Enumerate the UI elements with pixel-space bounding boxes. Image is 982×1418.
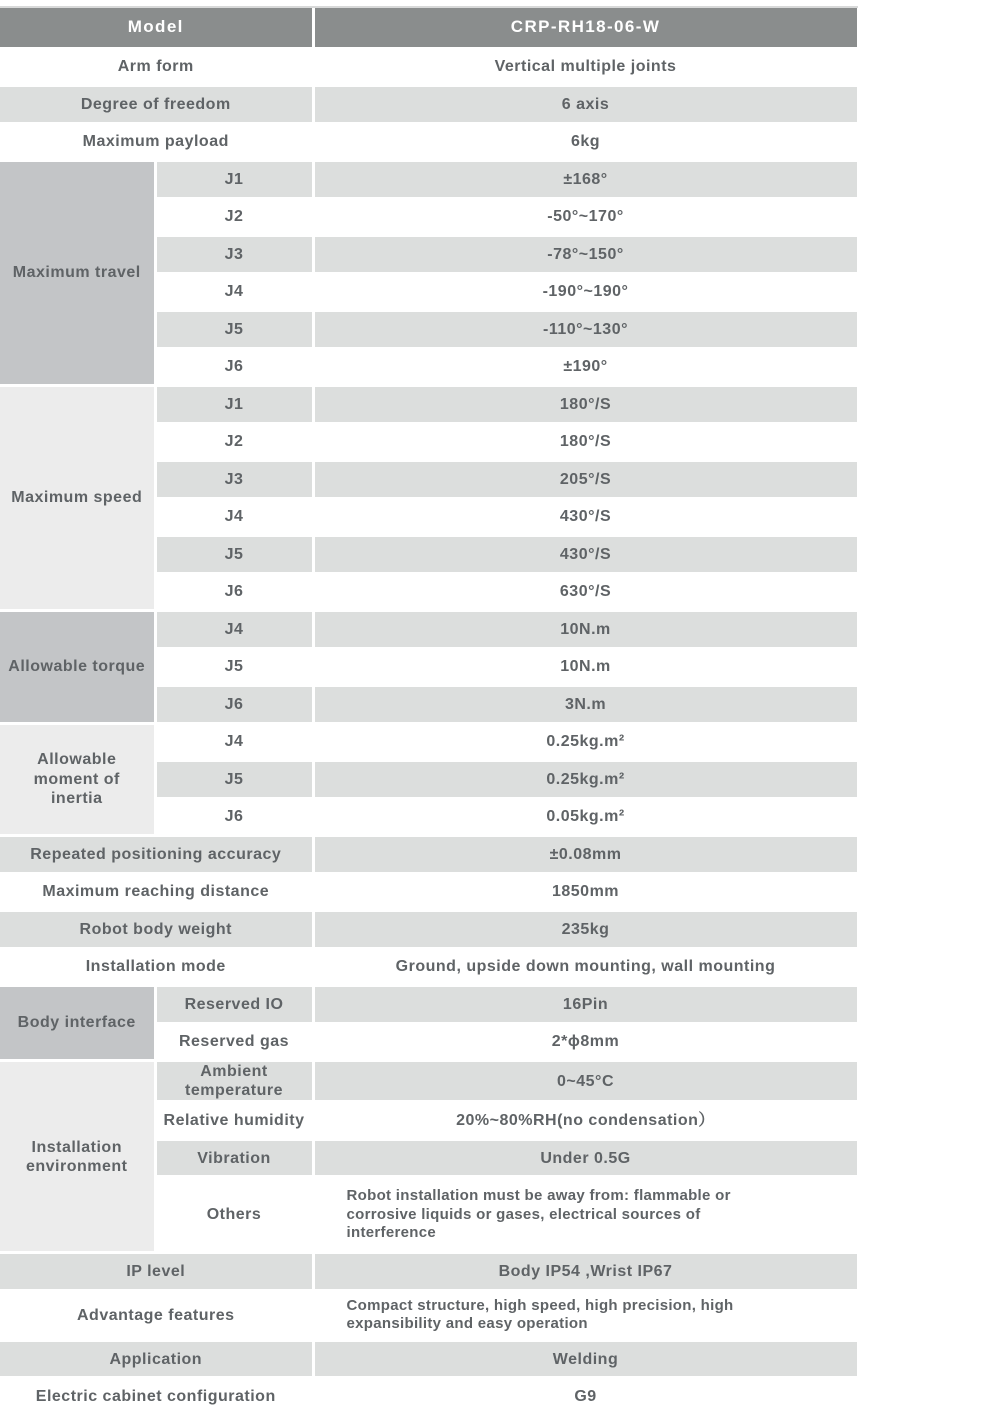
vibration-label: Vibration bbox=[155, 1139, 313, 1177]
others-label: Others bbox=[155, 1177, 313, 1253]
travel-j1-value: ±168° bbox=[313, 161, 858, 199]
travel-j2-label: J2 bbox=[155, 198, 313, 236]
body-weight-value: 235kg bbox=[313, 911, 858, 949]
body-weight-label: Robot body weight bbox=[0, 911, 313, 949]
application-label: Application bbox=[0, 1340, 313, 1378]
torque-j4-value: 10N.m bbox=[313, 611, 858, 649]
model-label: Model bbox=[0, 8, 313, 48]
travel-j5-label: J5 bbox=[155, 311, 313, 349]
advantage-features-label: Advantage features bbox=[0, 1290, 313, 1340]
travel-j3-label: J3 bbox=[155, 236, 313, 274]
speed-j2-label: J2 bbox=[155, 423, 313, 461]
row-maximum-payload bbox=[0, 123, 858, 161]
reserved-gas-value: 2*ϕ8mm bbox=[313, 1023, 858, 1061]
speed-j3-value: 205°/S bbox=[313, 461, 858, 499]
inertia-j5-label: J5 bbox=[155, 761, 313, 799]
installation-environment-title: Installation environment bbox=[0, 1061, 155, 1253]
electric-cabinet-value: G9 bbox=[313, 1378, 858, 1416]
reaching-distance-label: Maximum reaching distance bbox=[0, 873, 313, 911]
row-ambient-temperature bbox=[0, 1061, 858, 1102]
torque-j6-label: J6 bbox=[155, 686, 313, 724]
speed-j4-label: J4 bbox=[155, 498, 313, 536]
model-value: CRP-RH18-06-W bbox=[313, 8, 858, 48]
others-value: Robot installation must be away from: flammable or corrosive liquids or gases, electrical sources of interference bbox=[313, 1177, 858, 1253]
row-speed-j1 bbox=[0, 386, 858, 424]
inertia-j4-label: J4 bbox=[155, 723, 313, 761]
row-degree-of-freedom bbox=[0, 86, 858, 124]
inertia-j6-value: 0.05kg.m² bbox=[313, 798, 858, 836]
row-repeat-accuracy bbox=[0, 836, 858, 874]
header-row bbox=[0, 8, 858, 48]
reserved-gas-label: Reserved gas bbox=[155, 1023, 313, 1061]
row-installation-mode bbox=[0, 948, 858, 986]
row-travel-j1 bbox=[0, 161, 858, 199]
row-reserved-io bbox=[0, 986, 858, 1024]
reaching-distance-value: 1850mm bbox=[313, 873, 858, 911]
application-value: Welding bbox=[313, 1340, 858, 1378]
speed-j6-value: 630°/S bbox=[313, 573, 858, 611]
speed-j3-label: J3 bbox=[155, 461, 313, 499]
repeat-accuracy-value: ±0.08mm bbox=[313, 836, 858, 874]
allowable-inertia-title: Allowable moment of inertia bbox=[0, 723, 155, 836]
row-body-weight bbox=[0, 911, 858, 949]
row-advantage-features bbox=[0, 1290, 858, 1340]
allowable-torque-title: Allowable torque bbox=[0, 611, 155, 724]
row-application bbox=[0, 1340, 858, 1378]
speed-j1-label: J1 bbox=[155, 386, 313, 424]
travel-j2-value: -50°~170° bbox=[313, 198, 858, 236]
reserved-io-label: Reserved IO bbox=[155, 986, 313, 1024]
ambient-temperature-value: 0~45°C bbox=[313, 1061, 858, 1102]
degree-of-freedom-value: 6 axis bbox=[313, 86, 858, 124]
maximum-payload-value: 6kg bbox=[313, 123, 858, 161]
ip-level-value: Body IP54 ,Wrist IP67 bbox=[313, 1253, 858, 1291]
arm-form-label: Arm form bbox=[0, 48, 313, 86]
speed-j4-value: 430°/S bbox=[313, 498, 858, 536]
travel-j5-value: -110°~130° bbox=[313, 311, 858, 349]
installation-mode-value: Ground, upside down mounting, wall mounting bbox=[313, 948, 858, 986]
electric-cabinet-label: Electric cabinet configuration bbox=[0, 1378, 313, 1416]
speed-j6-label: J6 bbox=[155, 573, 313, 611]
travel-j4-label: J4 bbox=[155, 273, 313, 311]
maximum-payload-label: Maximum payload bbox=[0, 123, 313, 161]
ambient-temperature-label: Ambient temperature bbox=[155, 1061, 313, 1102]
row-electric-cabinet bbox=[0, 1378, 858, 1416]
inertia-j5-value: 0.25kg.m² bbox=[313, 761, 858, 799]
relative-humidity-label: Relative humidity bbox=[155, 1102, 313, 1140]
torque-j4-label: J4 bbox=[155, 611, 313, 649]
installation-mode-label: Installation mode bbox=[0, 948, 313, 986]
row-reaching-distance bbox=[0, 873, 858, 911]
row-inertia-j4 bbox=[0, 723, 858, 761]
degree-of-freedom-label: Degree of freedom bbox=[0, 86, 313, 124]
advantage-features-value: Compact structure, high speed, high precision, high expansibility and easy operation bbox=[313, 1290, 858, 1340]
speed-j2-value: 180°/S bbox=[313, 423, 858, 461]
travel-j6-value: ±190° bbox=[313, 348, 858, 386]
travel-j4-value: -190°~190° bbox=[313, 273, 858, 311]
speed-j1-value: 180°/S bbox=[313, 386, 858, 424]
vibration-value: Under 0.5G bbox=[313, 1139, 858, 1177]
speed-j5-label: J5 bbox=[155, 536, 313, 574]
inertia-j4-value: 0.25kg.m² bbox=[313, 723, 858, 761]
relative-humidity-value: 20%~80%RH(no condensation） bbox=[313, 1102, 858, 1140]
repeat-accuracy-label: Repeated positioning accuracy bbox=[0, 836, 313, 874]
speed-j5-value: 430°/S bbox=[313, 536, 858, 574]
arm-form-value: Vertical multiple joints bbox=[313, 48, 858, 86]
inertia-j6-label: J6 bbox=[155, 798, 313, 836]
travel-j3-value: -78°~150° bbox=[313, 236, 858, 274]
row-ip-level bbox=[0, 1253, 858, 1291]
torque-j5-label: J5 bbox=[155, 648, 313, 686]
torque-j6-value: 3N.m bbox=[313, 686, 858, 724]
travel-j6-label: J6 bbox=[155, 348, 313, 386]
travel-j1-label: J1 bbox=[155, 161, 313, 199]
robot-spec-table bbox=[0, 8, 860, 1417]
ip-level-label: IP level bbox=[0, 1253, 313, 1291]
torque-j5-value: 10N.m bbox=[313, 648, 858, 686]
reserved-io-value: 16Pin bbox=[313, 986, 858, 1024]
row-arm-form bbox=[0, 48, 858, 86]
body-interface-title: Body interface bbox=[0, 986, 155, 1061]
maximum-speed-title: Maximum speed bbox=[0, 386, 155, 611]
row-torque-j4 bbox=[0, 611, 858, 649]
maximum-travel-title: Maximum travel bbox=[0, 161, 155, 386]
